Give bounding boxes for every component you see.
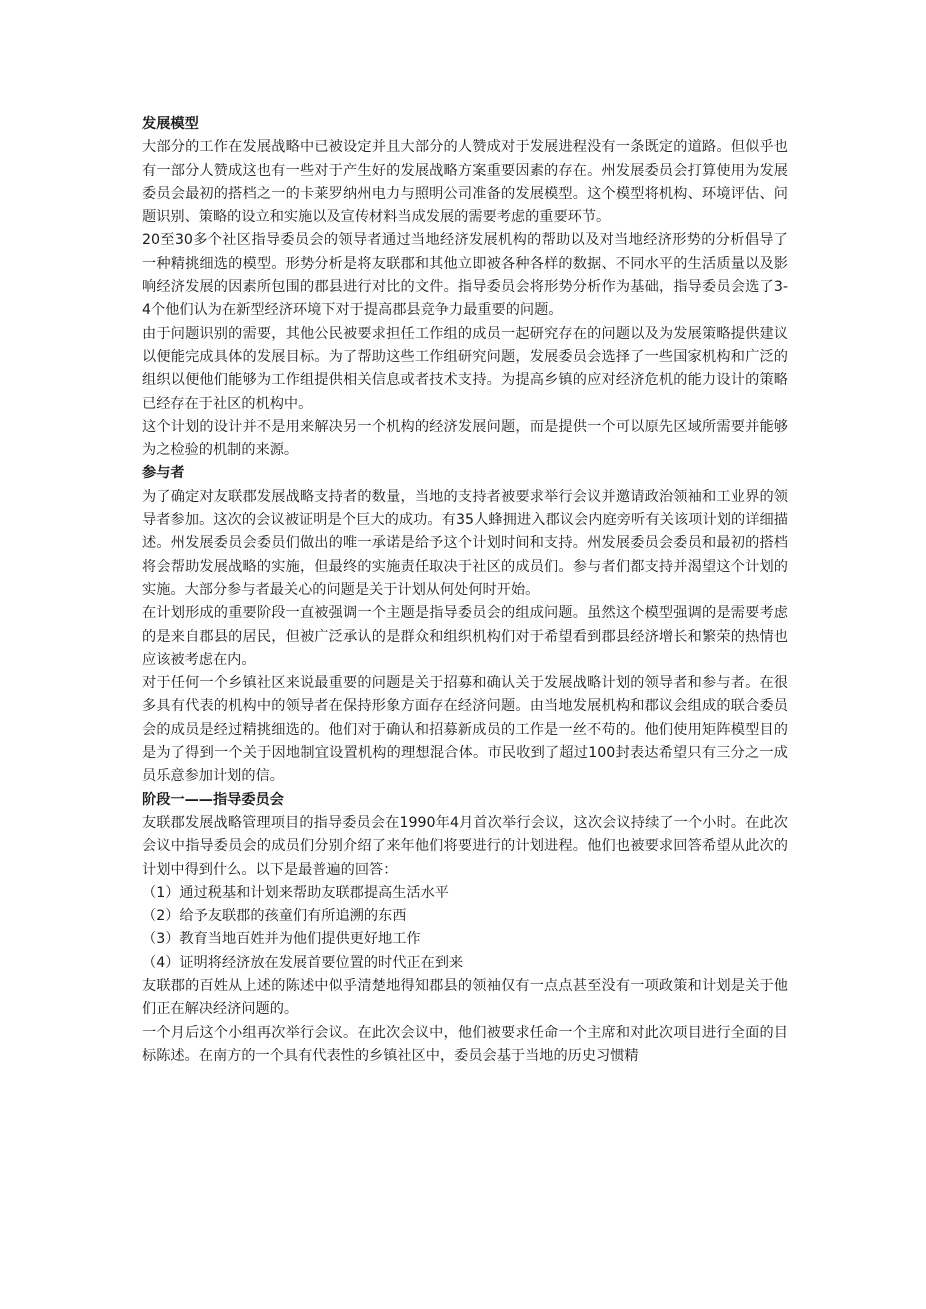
paragraph: 由于问题识别的需要，其他公民被要求担任工作组的成员一起研究存在的问题以及为发展策略提供建议以便能完成具体的发展目标。为了帮助这些工作组研究问题，发展委员会选择了一些国家机构和广泛的组织以便他们能够为工作组提供相关信息或者技术支持。为提高乡镇的应对经济危机的能力设计的策略已经存在于社区的机构中。: [142, 325, 788, 412]
paragraph: 一个月后这个小组再次举行会议。在此次会议中，他们被要求任命一个主席和对此次项目进行全面的目标陈述。在南方的一个具有代表性的乡镇社区中，委员会基于当地的历史习惯精: [142, 1024, 788, 1064]
paragraph: 友联郡发展战略管理项目的指导委员会在1990年4月首次举行会议，这次会议持续了一个小时。在此次会议中指导委员会的成员们分别介绍了来年他们将要进行的计划进程。他们也被要求回答希望从此次的计划中得到什么。以下是最普遍的回答：: [142, 814, 788, 878]
list-item: （4）证明将经济放在发展首要位置的时代正在到来: [142, 954, 464, 971]
section-heading-phase-one: 阶段一——指导委员会: [142, 791, 284, 808]
list-item: （3）教育当地百姓并为他们提供更好地工作: [142, 931, 421, 948]
paragraph: 在计划形成的重要阶段一直被强调一个主题是指导委员会的组成问题。虽然这个模型强调的是需要考虑的是来自郡县的居民，但被广泛承认的是群众和组织机构们对于希望看到郡县经济增长和繁荣的热情也应该被考虑在内。: [142, 605, 788, 668]
paragraph: 20至30多个社区指导委员会的领导者通过当地经济发展机构的帮助以及对当地经济形势的分析倡导了一种精挑细选的模型。形势分析是将友联郡和其他立即被各种各样的数据、不同水平的生活质量以及影响经济发展的因素所包围的郡县进行对比的文件。指导委员会将形势分析作为基础，指导委员会选了3-4个他们认为在新型经济环境下对于提高郡县竞争力最重要的问题。: [142, 232, 788, 319]
paragraph: 大部分的工作在发展战略中已被设定并且大部分的人赞成对于发展进程没有一条既定的道路。但似乎也有一部分人赞成这也有一些对于产生好的发展战略方案重要因素的存在。州发展委员会打算使用为发展委员会最初的搭档之一的卡莱罗纳州电力与照明公司准备的发展模型。这个模型将机构、环境评估、问题识别、策略的设立和实施以及宣传材料当成发展的需要考虑的重要环节。: [142, 139, 788, 226]
section-heading-participants: 参与者: [142, 465, 185, 482]
list-item: （1）通过税基和计划来帮助友联郡提高生活水平: [142, 884, 449, 901]
paragraph: 这个计划的设计并不是用来解决另一个机构的经济发展问题，而是提供一个可以原先区域所需要并能够为之检验的机制的来源。: [142, 418, 788, 459]
paragraph: 对于任何一个乡镇社区来说最重要的问题是关于招募和确认关于发展战略计划的领导者和参与者。在很多具有代表的机构中的领导者在保持形象方面存在经济问题。由当地发展机构和郡议会组成的联合委员会的成员是经过精挑细选的。他们对于确认和招募新成员的工作是一丝不苟的。他们使用矩阵模型目的是为了得到一个关于因地制宜设置机构的理想混合体。市民收到了超过100封表达希望只有三分之一成员乐意参加计划的信。: [142, 675, 788, 785]
document-page: [142, 113, 788, 1068]
paragraph: 友联郡的百姓从上述的陈述中似乎清楚地得知郡县的领袖仅有一点点甚至没有一项政策和计划是关于他们正在解决经济问题的。: [142, 977, 788, 1018]
section-heading-development-model: 发展模型: [142, 116, 199, 132]
list-item: （2）给予友联郡的孩童们有所追溯的东西: [142, 908, 407, 925]
paragraph: 为了确定对友联郡发展战略支持者的数量，当地的支持者被要求举行会议并邀请政治领袖和工业界的领导者参加。这次的会议被证明是个巨大的成功。有35人蜂拥进入郡议会内庭旁听有关该项计划的详细描述。州发展委员会委员们做出的唯一承诺是给予这个计划时间和支持。州发展委员会委员和最初的搭档将会帮助发展战略的实施，但最终的实施责任取决于社区的成员们。参与者们都支持并渴望这个计划的实施。大部分参与者最关心的问题是关于计划从何处何时开始。: [142, 488, 788, 598]
